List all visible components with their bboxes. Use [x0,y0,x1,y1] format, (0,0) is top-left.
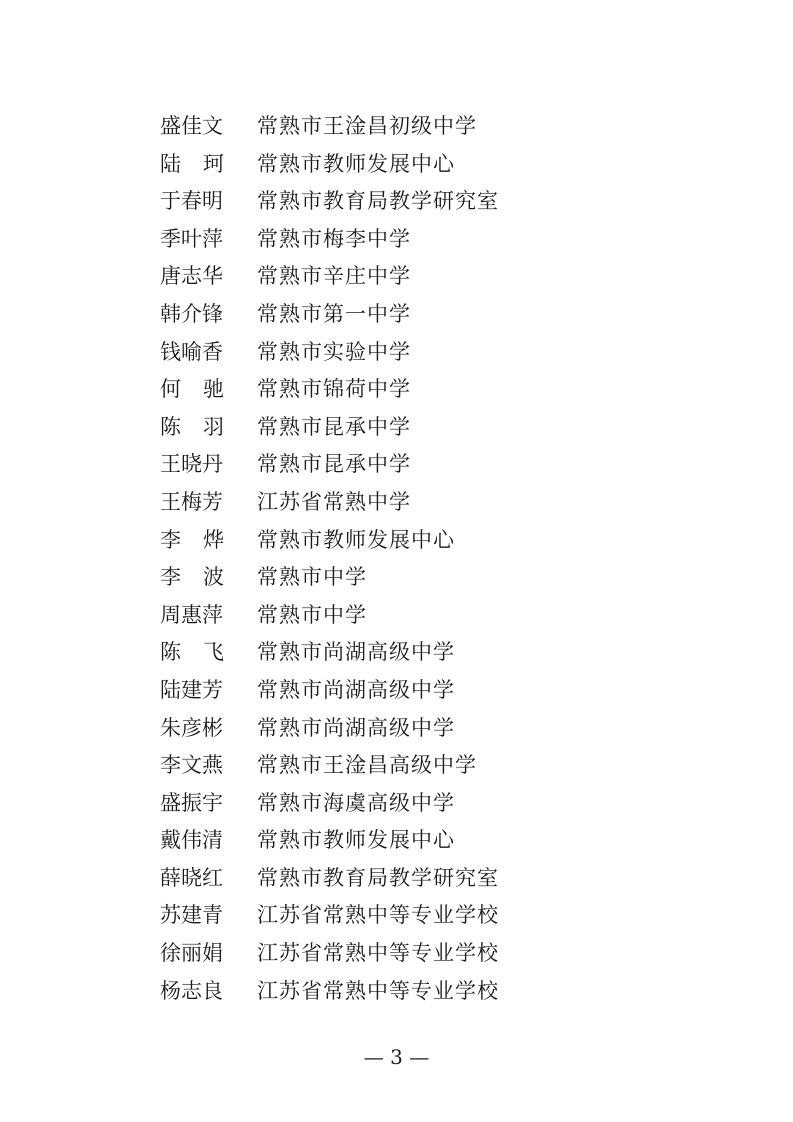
organization-name: 常熟市昆承中学 [257,414,411,439]
person-name: 于春明 [160,189,223,214]
list-item [0,935,793,973]
person-name: 王晓丹 [160,452,223,477]
organization-name: 常熟市梅李中学 [257,226,411,251]
organization-name: 常熟市海虞高级中学 [257,790,455,815]
list-item [0,484,793,522]
person-name: 季叶萍 [160,226,223,251]
list-item [0,634,793,672]
list-item [0,296,793,334]
organization-name: 常熟市教师发展中心 [257,828,455,853]
person-name: 钱喻香 [160,339,223,364]
person-name: 盛振宇 [160,790,223,815]
person-name: 戴伟清 [160,828,223,853]
organization-name: 常熟市中学 [257,565,367,590]
organization-name: 常熟市教师发展中心 [257,527,455,552]
list-item [0,258,793,296]
organization-name: 常熟市教育局教学研究室 [257,189,499,214]
person-name: 陈 羽 [160,414,224,439]
organization-name: 常熟市王淦昌初级中学 [257,114,477,138]
person-name: 唐志华 [160,264,223,289]
person-name: 陈 飞 [160,640,224,665]
person-name: 苏建青 [160,903,223,928]
person-name: 周惠萍 [160,602,223,627]
list-item [0,672,793,710]
list-item [0,973,793,1011]
person-name: 盛佳文 [160,114,223,138]
list-item [0,597,793,635]
list-item [0,710,793,748]
organization-name: 江苏省常熟中等专业学校 [257,978,499,1003]
list-item [0,522,793,560]
organization-name: 常熟市尚湖高级中学 [257,715,455,740]
organization-name: 常熟市教师发展中心 [257,151,455,176]
list-item [0,146,793,184]
person-name: 陆 珂 [160,151,224,176]
person-name: 王梅芳 [160,489,223,514]
organization-name: 常熟市尚湖高级中学 [257,640,455,665]
page-number: — 3 — [363,1045,430,1069]
list-item [0,183,793,221]
person-name: 朱彦彬 [160,715,223,740]
organization-name: 常熟市教育局教学研究室 [257,865,499,890]
organization-name: 常熟市中学 [257,602,367,627]
organization-name: 常熟市尚湖高级中学 [257,677,455,702]
organization-name: 常熟市实验中学 [257,339,411,364]
person-name: 杨志良 [160,978,223,1003]
organization-name: 江苏省常熟中等专业学校 [257,903,499,928]
name-list [0,108,793,1010]
list-item [0,334,793,372]
person-name: 李 烨 [160,527,224,552]
list-item [0,747,793,785]
organization-name: 常熟市昆承中学 [257,452,411,477]
list-item [0,897,793,935]
list-item [0,785,793,823]
organization-name: 江苏省常熟中等专业学校 [257,941,499,966]
person-name: 陆建芳 [160,677,223,702]
list-item [0,221,793,259]
organization-name: 常熟市第一中学 [257,301,411,326]
list-item [0,860,793,898]
list-item [0,409,793,447]
person-name: 薛晓红 [160,865,223,890]
list-item [0,559,793,597]
list-item [0,822,793,860]
person-name: 何 驰 [160,377,224,402]
list-item [0,371,793,409]
person-name: 李 波 [160,565,224,590]
organization-name: 常熟市王淦昌高级中学 [257,753,477,778]
person-name: 韩介锋 [160,301,223,326]
organization-name: 江苏省常熟中学 [257,489,411,514]
person-name: 李文燕 [160,753,223,778]
list-item [0,108,793,146]
person-name: 徐丽娟 [160,941,223,966]
organization-name: 常熟市锦荷中学 [257,377,411,402]
organization-name: 常熟市辛庄中学 [257,264,411,289]
list-item [0,446,793,484]
